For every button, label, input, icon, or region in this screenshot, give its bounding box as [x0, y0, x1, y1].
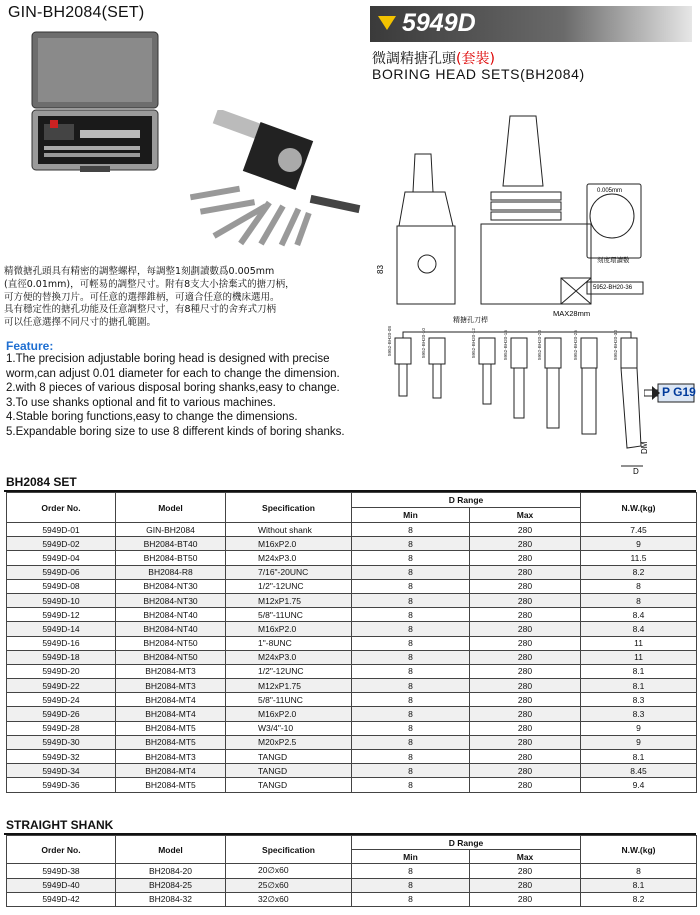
min-cell: 8 [352, 537, 470, 551]
min-cell: 8 [352, 679, 470, 693]
table-row [7, 650, 697, 664]
table-row [7, 679, 697, 693]
set-name: GIN-BH2084(SET) [8, 4, 145, 21]
min-cell: 8 [352, 579, 470, 593]
max-cell: 280 [470, 523, 581, 537]
order-no-cell: 5949D-28 [7, 721, 116, 735]
model-cell: BH2084-32 [116, 892, 226, 906]
nw-cell: 8.2 [581, 565, 697, 579]
dim-d: D [633, 467, 639, 476]
spec-cell: M20xP2.5 [226, 735, 352, 749]
max-cell: 280 [470, 679, 581, 693]
shank-label: 精搪孔刀桿 [453, 316, 488, 324]
table-row [7, 636, 697, 650]
order-no-cell: 5949D-20 [7, 664, 116, 678]
max-cell: 280 [470, 892, 581, 906]
order-no-cell: 5949D-06 [7, 565, 116, 579]
feature-item: 4.Stable boring functions,easy to change the dimensions. [6, 411, 298, 424]
model-cell: GIN-BH2084 [116, 523, 226, 537]
col-d-range: D Range [352, 493, 581, 508]
table-row [7, 878, 697, 892]
table-row [7, 551, 697, 565]
nw-cell: 9 [581, 537, 697, 551]
shank-20 [545, 338, 561, 428]
max-cell: 280 [470, 750, 581, 764]
nw-cell: 8.3 [581, 707, 697, 721]
shank-10 [429, 338, 445, 398]
min-cell: 8 [352, 764, 470, 778]
nw-cell: 11 [581, 650, 697, 664]
min-cell: 8 [352, 551, 470, 565]
order-no-cell: 5949D-01 [7, 523, 116, 537]
table-row [7, 664, 697, 678]
shank-16 [511, 338, 527, 418]
nw-cell: 8.4 [581, 622, 697, 636]
spec-cell: TANGD [226, 778, 352, 792]
spec-cell: M16xP2.0 [226, 537, 352, 551]
bar-code: 5952-BH20-36 [593, 285, 633, 291]
max-cell: 280 [470, 593, 581, 607]
shank-12 [479, 338, 495, 404]
col-d-range: D Range [352, 836, 581, 850]
desc-line: 具有穩定性的搪孔功能及任意調整尺寸，有8種尺寸的舍弃式刀柄 [4, 304, 277, 316]
max-cell: 280 [470, 650, 581, 664]
max-cell: 280 [470, 608, 581, 622]
max-cell: 280 [470, 622, 581, 636]
model-cell: BH2084-20 [116, 864, 226, 878]
spec-cell: Without shank [226, 523, 352, 537]
desc-line: (直徑0.01mm)，可輕易的調整尺寸。附有8支大小捨棄式的搪刀柄， [4, 278, 295, 290]
feature-heading: Feature: [6, 339, 54, 353]
dial-label: 刻度環讀數 [597, 256, 630, 264]
straight-shank-table [6, 835, 697, 907]
max-cell: 280 [470, 565, 581, 579]
shank-code-20: 5952-BH20-20 [537, 330, 542, 360]
order-no-cell: 5949D-16 [7, 636, 116, 650]
nw-cell: 9 [581, 735, 697, 749]
max-cell: 280 [470, 778, 581, 792]
dim-dm: DM [640, 441, 649, 454]
table-row [7, 721, 697, 735]
bh-set-title: BH2084 SET [6, 475, 77, 489]
min-cell: 8 [352, 878, 470, 892]
min-cell: 8 [352, 750, 470, 764]
nw-cell: 11 [581, 636, 697, 650]
min-cell: 8 [352, 693, 470, 707]
max-cell: 280 [470, 636, 581, 650]
table-row [7, 750, 697, 764]
max-cell: 280 [470, 537, 581, 551]
min-cell: 8 [352, 735, 470, 749]
shank-25 [581, 338, 597, 434]
nw-cell: 8.4 [581, 608, 697, 622]
order-no-cell: 5949D-24 [7, 693, 116, 707]
max-cell: 280 [470, 764, 581, 778]
spec-cell: 1/2"-12UNC [226, 579, 352, 593]
shank-code-25: 5952-BH20-25 [573, 330, 578, 360]
max-cell: 280 [470, 864, 581, 878]
table-row [7, 565, 697, 579]
model-cell: BH2084-MT5 [116, 721, 226, 735]
order-no-cell: 5949D-02 [7, 537, 116, 551]
page-ref-tag[interactable] [644, 382, 696, 404]
shank-code-30: 5952-BH20-30 [613, 330, 618, 360]
model-cell: BH2084-NT30 [116, 579, 226, 593]
model-cell: BH2084-25 [116, 878, 226, 892]
order-no-cell: 5949D-36 [7, 778, 116, 792]
spec-cell: 25∅x60 [226, 878, 352, 892]
spec-cell: TANGD [226, 750, 352, 764]
spec-cell: 20∅x60 [226, 864, 352, 878]
technical-drawing [375, 106, 693, 486]
order-no-cell: 5949D-30 [7, 735, 116, 749]
col-max: Max [470, 508, 581, 523]
dial-value: 0.005mm [597, 188, 623, 194]
table-row [7, 579, 697, 593]
dim-83: 83 [376, 265, 385, 274]
table-row [7, 593, 697, 607]
max-cell: 280 [470, 693, 581, 707]
dim-max28: MAX28mm [553, 309, 591, 318]
max-cell: 280 [470, 551, 581, 565]
desc-line: 可方便的替換刀片。可任意的選擇錐柄，可適合任意的機床選用。 [4, 291, 280, 303]
min-cell: 8 [352, 608, 470, 622]
max-cell: 280 [470, 878, 581, 892]
spec-cell: M24xP3.0 [226, 650, 352, 664]
min-cell: 8 [352, 523, 470, 537]
model-cell: BH2084-MT4 [116, 707, 226, 721]
shank-08 [395, 338, 411, 396]
model-cell: BH2084-R8 [116, 565, 226, 579]
table-row [7, 622, 697, 636]
shank-code-10: 5952-BH20-10 [421, 328, 426, 358]
title-zh-suffix: (套裝) [456, 51, 495, 67]
col-spec: Specification [226, 836, 352, 864]
col-spec: Specification [226, 493, 352, 523]
nw-cell: 8.2 [581, 892, 697, 906]
col-nw: N.W.(kg) [581, 493, 697, 523]
min-cell: 8 [352, 664, 470, 678]
spec-cell: 7/16"-20UNC [226, 565, 352, 579]
nw-cell: 8.1 [581, 878, 697, 892]
model-cell: BH2084-BT50 [116, 551, 226, 565]
table-row [7, 523, 697, 537]
table-row [7, 864, 697, 878]
col-max: Max [470, 850, 581, 864]
nw-cell: 8.3 [581, 693, 697, 707]
feature-item: 3.To use shanks optional and fit to various machines. [6, 396, 276, 409]
min-cell: 8 [352, 593, 470, 607]
model-cell: BH2084-MT5 [116, 735, 226, 749]
spec-cell: TANGD [226, 764, 352, 778]
model-cell: BH2084-NT50 [116, 636, 226, 650]
order-no-cell: 5949D-40 [7, 878, 116, 892]
col-min: Min [352, 850, 470, 864]
nw-cell: 8 [581, 579, 697, 593]
col-nw: N.W.(kg) [581, 836, 697, 864]
nw-cell: 8.45 [581, 764, 697, 778]
max-cell: 280 [470, 735, 581, 749]
model-cell: BH2084-MT3 [116, 679, 226, 693]
feature-item: 1.The precision adjustable boring head is designed with precise [6, 353, 330, 365]
order-no-cell: 5949D-26 [7, 707, 116, 721]
spec-cell: M12xP1.75 [226, 593, 352, 607]
min-cell: 8 [352, 636, 470, 650]
max-cell: 280 [470, 664, 581, 678]
min-cell: 8 [352, 864, 470, 878]
order-no-cell: 5949D-32 [7, 750, 116, 764]
desc-line: 可以任意選擇不同尺寸的搪孔範圍。 [4, 317, 157, 329]
shank-code-16: 5952-BH20-16 [503, 330, 508, 360]
col-model: Model [116, 493, 226, 523]
nw-cell: 9 [581, 721, 697, 735]
table-row [7, 693, 697, 707]
order-no-cell: 5949D-18 [7, 650, 116, 664]
nw-cell: 8.1 [581, 664, 697, 678]
model-cell: BH2084-NT40 [116, 608, 226, 622]
model-cell: BH2084-NT40 [116, 622, 226, 636]
table-row [7, 537, 697, 551]
model-cell: BH2084-MT5 [116, 778, 226, 792]
table-row [7, 608, 697, 622]
feature-item: 2.with 8 pieces of various disposal boring shanks,easy to change. [6, 382, 340, 395]
description-zh [4, 266, 364, 330]
nw-cell: 8.1 [581, 750, 697, 764]
min-cell: 8 [352, 778, 470, 792]
col-model: Model [116, 836, 226, 864]
min-cell: 8 [352, 721, 470, 735]
title-en: BORING HEAD SETS(BH2084) [372, 66, 585, 82]
title-zh-prefix: 微調精搪孔頭 [372, 51, 456, 67]
catalog-banner [370, 6, 692, 42]
spec-cell: M16xP2.0 [226, 707, 352, 721]
order-no-cell: 5949D-34 [7, 764, 116, 778]
feature-item: 5.Expandable boring size to use 8 different kinds of boring shanks. [6, 425, 345, 438]
title-zh [372, 48, 495, 68]
shank-code-12: 5952-BH20-12 [471, 328, 476, 358]
col-order: Order No. [7, 493, 116, 523]
order-no-cell: 5949D-22 [7, 679, 116, 693]
nw-cell: 11.5 [581, 551, 697, 565]
max-cell: 280 [470, 579, 581, 593]
min-cell: 8 [352, 622, 470, 636]
order-no-cell: 5949D-42 [7, 892, 116, 906]
model-cell: BH2084-MT4 [116, 693, 226, 707]
spec-cell: W3/4"-10 [226, 721, 352, 735]
spec-cell: M16xP2.0 [226, 622, 352, 636]
order-no-cell: 5949D-12 [7, 608, 116, 622]
catalog-code: 5949D [402, 9, 476, 37]
max-cell: 280 [470, 721, 581, 735]
nw-cell: 8 [581, 864, 697, 878]
order-no-cell: 5949D-38 [7, 864, 116, 878]
model-cell: BH2084-MT3 [116, 664, 226, 678]
spec-cell: 32∅x60 [226, 892, 352, 906]
nw-cell: 7.45 [581, 523, 697, 537]
feature-item: worm,can adjust 0.01 diameter for each to change the dimension. [6, 367, 340, 380]
col-order: Order No. [7, 836, 116, 864]
spec-cell: 1"-8UNC [226, 636, 352, 650]
order-no-cell: 5949D-04 [7, 551, 116, 565]
shank-code-08: 5952-BH20-08 [387, 326, 392, 356]
model-cell: BH2084-NT30 [116, 593, 226, 607]
order-no-cell: 5949D-14 [7, 622, 116, 636]
model-cell: BH2084-MT4 [116, 764, 226, 778]
triangle-icon [378, 16, 396, 30]
model-cell: BH2084-MT3 [116, 750, 226, 764]
page-ref-label: P G19 [662, 385, 696, 399]
table-row [7, 778, 697, 792]
model-cell: BH2084-NT50 [116, 650, 226, 664]
tool-case-image [30, 26, 160, 176]
order-no-cell: 5949D-10 [7, 593, 116, 607]
boring-head-image [190, 110, 370, 250]
shank-30 [621, 338, 641, 448]
min-cell: 8 [352, 650, 470, 664]
order-no-cell: 5949D-08 [7, 579, 116, 593]
min-cell: 8 [352, 707, 470, 721]
model-cell: BH2084-BT40 [116, 537, 226, 551]
max-cell: 280 [470, 707, 581, 721]
nw-cell: 8.1 [581, 679, 697, 693]
spec-cell: 5/8"-11UNC [226, 608, 352, 622]
bh-set-table [6, 492, 697, 793]
table-row [7, 892, 697, 906]
table-row [7, 735, 697, 749]
min-cell: 8 [352, 892, 470, 906]
desc-line: 精微搪孔頭具有精密的調整螺桿，每調整1刻劃讀數爲0.005mm [4, 266, 275, 277]
spec-cell: M24xP3.0 [226, 551, 352, 565]
nw-cell: 8 [581, 593, 697, 607]
spec-cell: M12xP1.75 [226, 679, 352, 693]
table-row [7, 707, 697, 721]
feature-list [6, 352, 376, 440]
min-cell: 8 [352, 565, 470, 579]
straight-shank-title: STRAIGHT SHANK [6, 818, 114, 832]
spec-cell: 5/8"-11UNC [226, 693, 352, 707]
table-row [7, 764, 697, 778]
col-min: Min [352, 508, 470, 523]
nw-cell: 9.4 [581, 778, 697, 792]
spec-cell: 1/2"-12UNC [226, 664, 352, 678]
